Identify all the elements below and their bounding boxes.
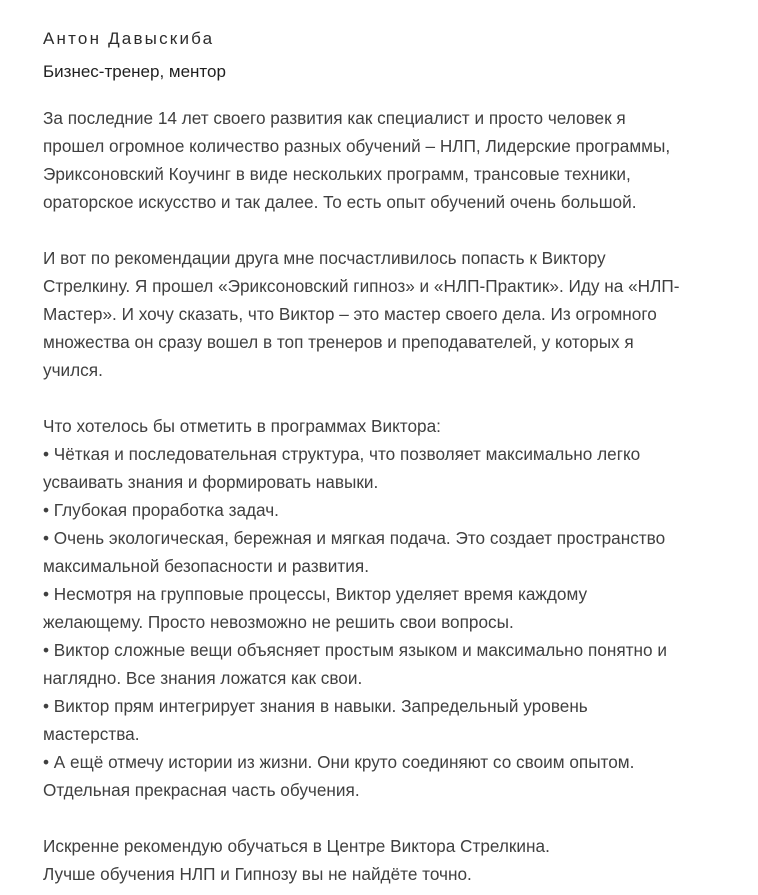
list-item-line: • Глубокая проработка задач. — [43, 500, 279, 520]
text-line: Что хотелось бы отметить в программах Виктора: — [43, 416, 441, 436]
text-line: Лучше обучения НЛП и Гипнозу вы не найдёте точно. — [43, 864, 472, 884]
list-item-line: • Виктор сложные вещи объясняет простым языком и максимально понятно и — [43, 640, 667, 660]
author-role: Бизнес-тренер, ментор — [43, 62, 226, 81]
text-line: прошел огромное количество разных обучений – НЛП, Лидерские программы, — [43, 136, 671, 156]
list-item-line: • А ещё отмечу истории из жизни. Они круто соединяют со своим опытом. — [43, 752, 635, 772]
paragraph-experience — [43, 244, 723, 384]
testimonial-body — [43, 104, 723, 888]
text-line: Искренне рекомендую обучаться в Центре Виктора Стрелкина. — [43, 836, 550, 856]
paragraph-highlights — [43, 412, 723, 804]
text-line: За последние 14 лет своего развития как специалист и просто человек я — [43, 108, 626, 128]
list-item-line: • Чёткая и последовательная структура, что позволяет максимально легко — [43, 444, 641, 464]
paragraph-intro — [43, 104, 723, 216]
list-item-line: • Виктор прям интегрирует знания в навыки. Запредельный уровень — [43, 696, 588, 716]
list-item-line: • Очень экологическая, бережная и мягкая подача. Это создает пространство — [43, 528, 666, 548]
text-line: ораторское искусство и так далее. То есть опыт обучений очень большой. — [43, 192, 637, 212]
text-line: Эриксоновский Коучинг в виде нескольких программ, трансовые техники, — [43, 164, 631, 184]
list-item-line: максимальной безопасности и развития. — [43, 556, 369, 576]
author-name: Антон Давыскиба — [43, 29, 215, 48]
list-item-line: усваивать знания и формировать навыки. — [43, 472, 379, 492]
list-item-line: мастерства. — [43, 724, 140, 744]
text-line: Мастер». И хочу сказать, что Виктор – это мастер своего дела. Из огромного — [43, 304, 657, 324]
list-item-line: Отдельная прекрасная часть обучения. — [43, 780, 360, 800]
text-line: множества он сразу вошел в топ тренеров и преподавателей, у которых я — [43, 332, 634, 352]
list-item-line: желающему. Просто невозможно не решить свои вопросы. — [43, 612, 514, 632]
paragraph-recommendation — [43, 832, 723, 888]
text-line: учился. — [43, 360, 103, 380]
text-line: Стрелкину. Я прошел «Эриксоновский гипноз» и «НЛП-Практик». Иду на «НЛП- — [43, 276, 680, 296]
list-item-line: • Несмотря на групповые процессы, Виктор уделяет время каждому — [43, 584, 588, 604]
list-item-line: наглядно. Все знания ложатся как свои. — [43, 668, 363, 688]
text-line: И вот по рекомендации друга мне посчастливилось попасть к Виктору — [43, 248, 606, 268]
